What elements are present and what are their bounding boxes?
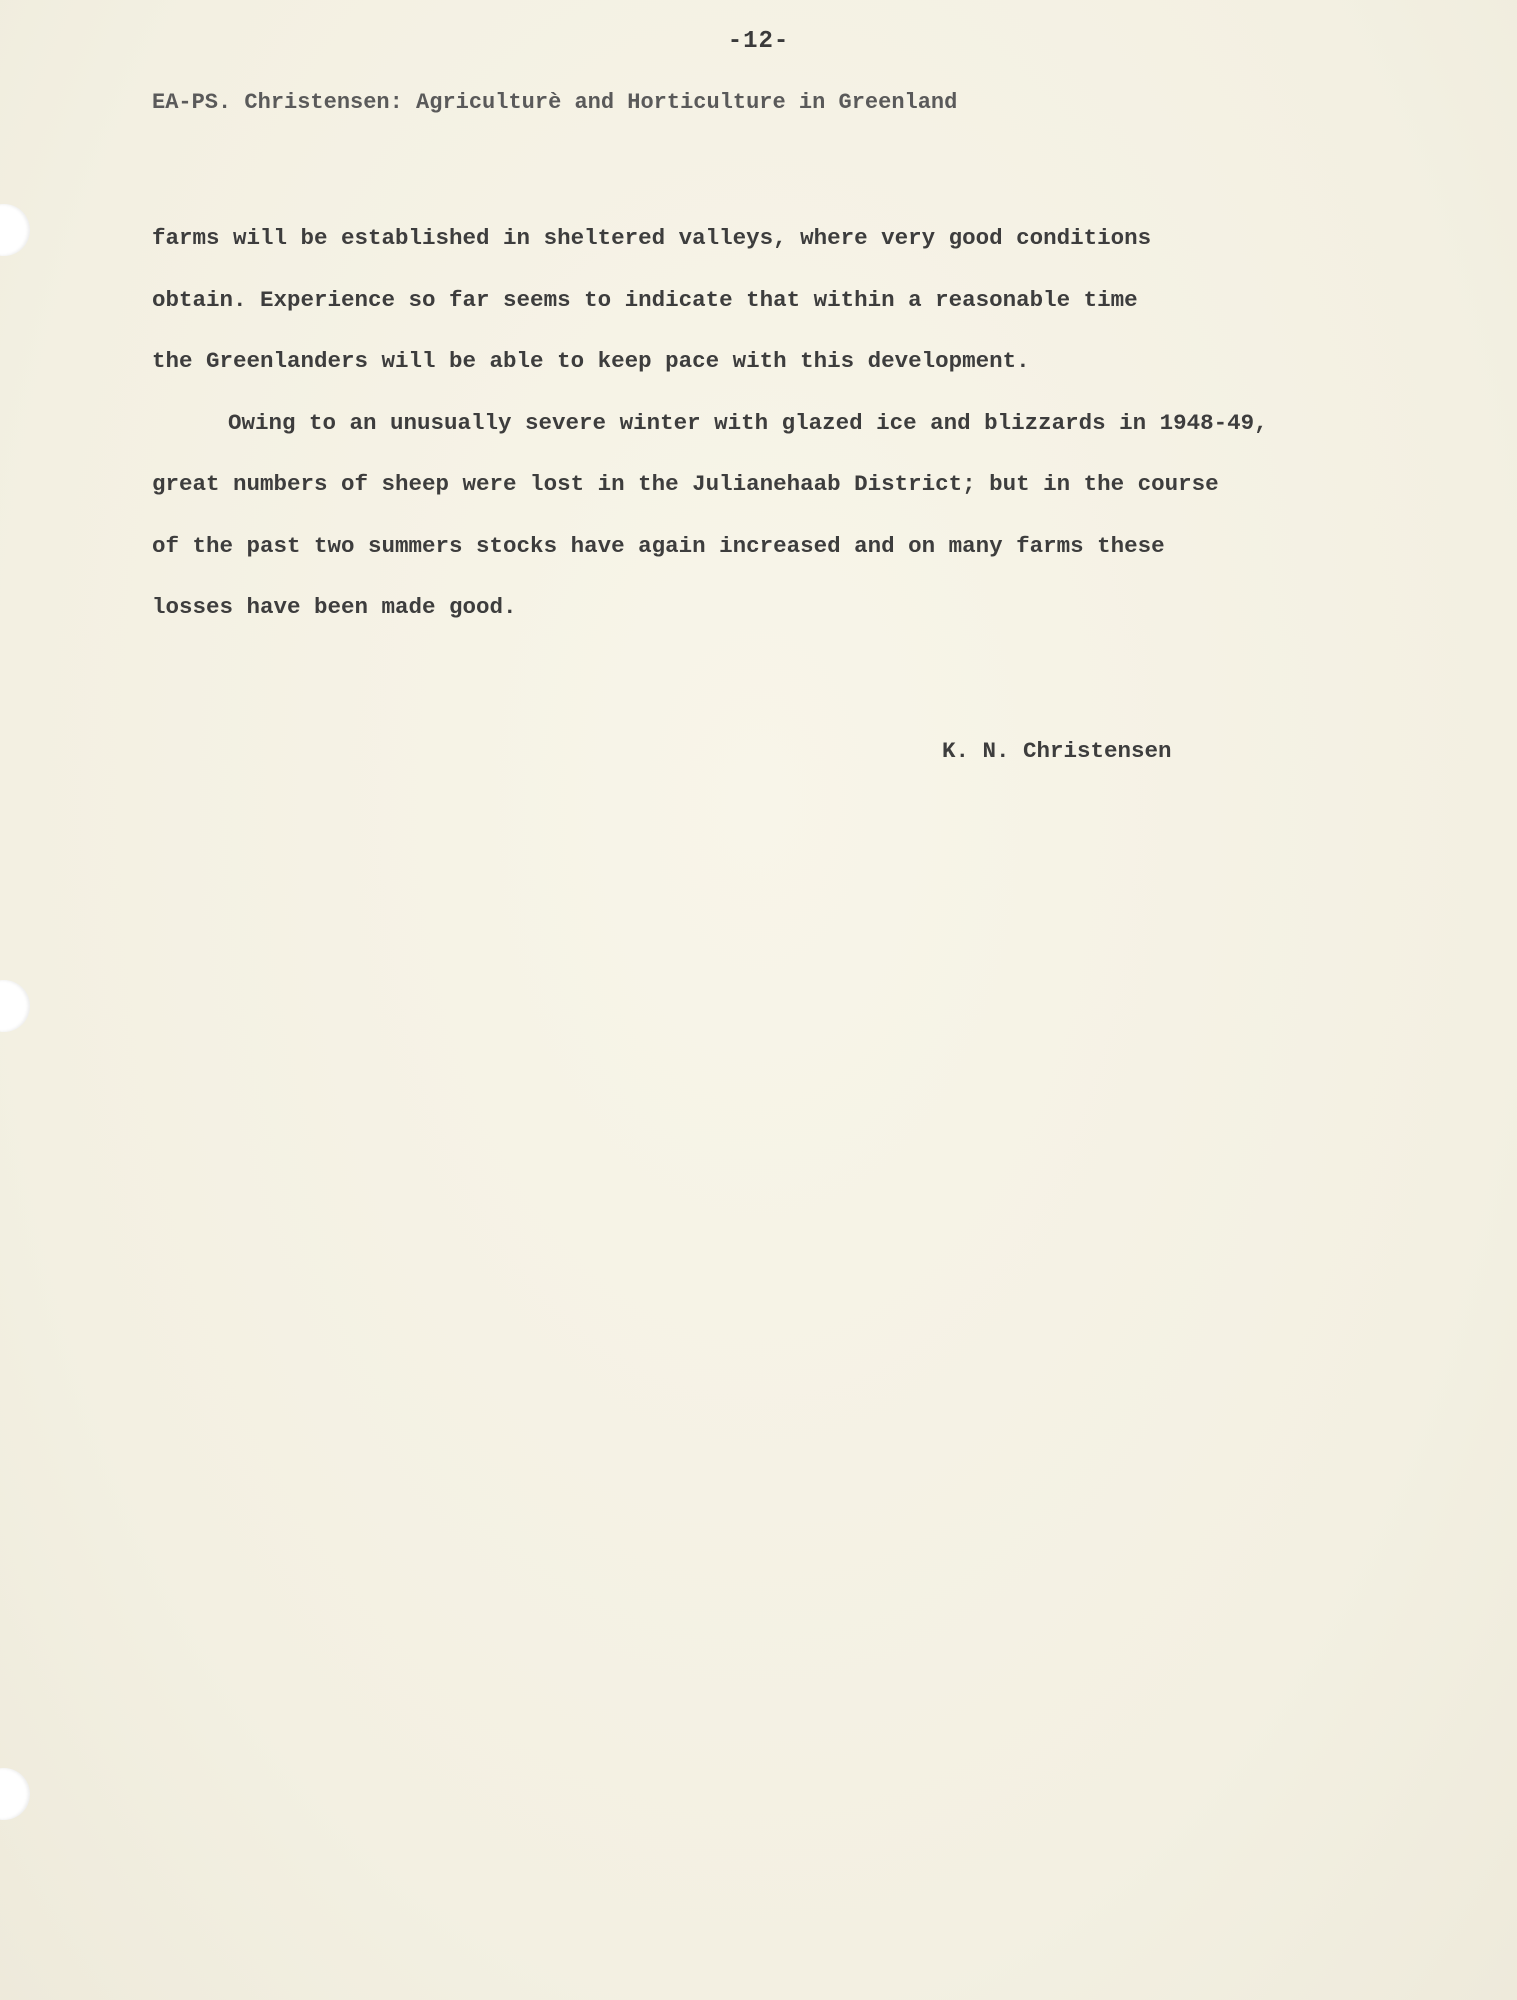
- page-number: -12-: [727, 28, 790, 55]
- body-text: [152, 208, 1412, 639]
- document-header: EA-PS. Christensen: Agriculturè and Horticulture in Greenland: [152, 90, 958, 115]
- signature: K. N. Christensen: [942, 738, 1172, 764]
- paragraph-line: Owing to an unusually severe winter with glazed ice and blizzards in 1948-49,: [228, 409, 1268, 436]
- paragraph-line: of the past two summers stocks have again increased and on many farms these: [152, 532, 1165, 559]
- paragraph-line: great numbers of sheep were lost in the Julianehaab District; but in the course: [152, 471, 1219, 497]
- punch-hole: [0, 204, 30, 256]
- paragraph-line: farms will be established in sheltered valleys, where very good conditions: [152, 225, 1152, 251]
- paragraph-line: losses have been made good.: [152, 594, 517, 620]
- punch-hole: [0, 1768, 30, 1820]
- punch-hole: [0, 980, 30, 1032]
- paragraph-line: obtain. Experience so far seems to indicate that within a reasonable time: [152, 286, 1138, 313]
- paragraph-line: the Greenlanders will be able to keep pace with this development.: [152, 348, 1030, 374]
